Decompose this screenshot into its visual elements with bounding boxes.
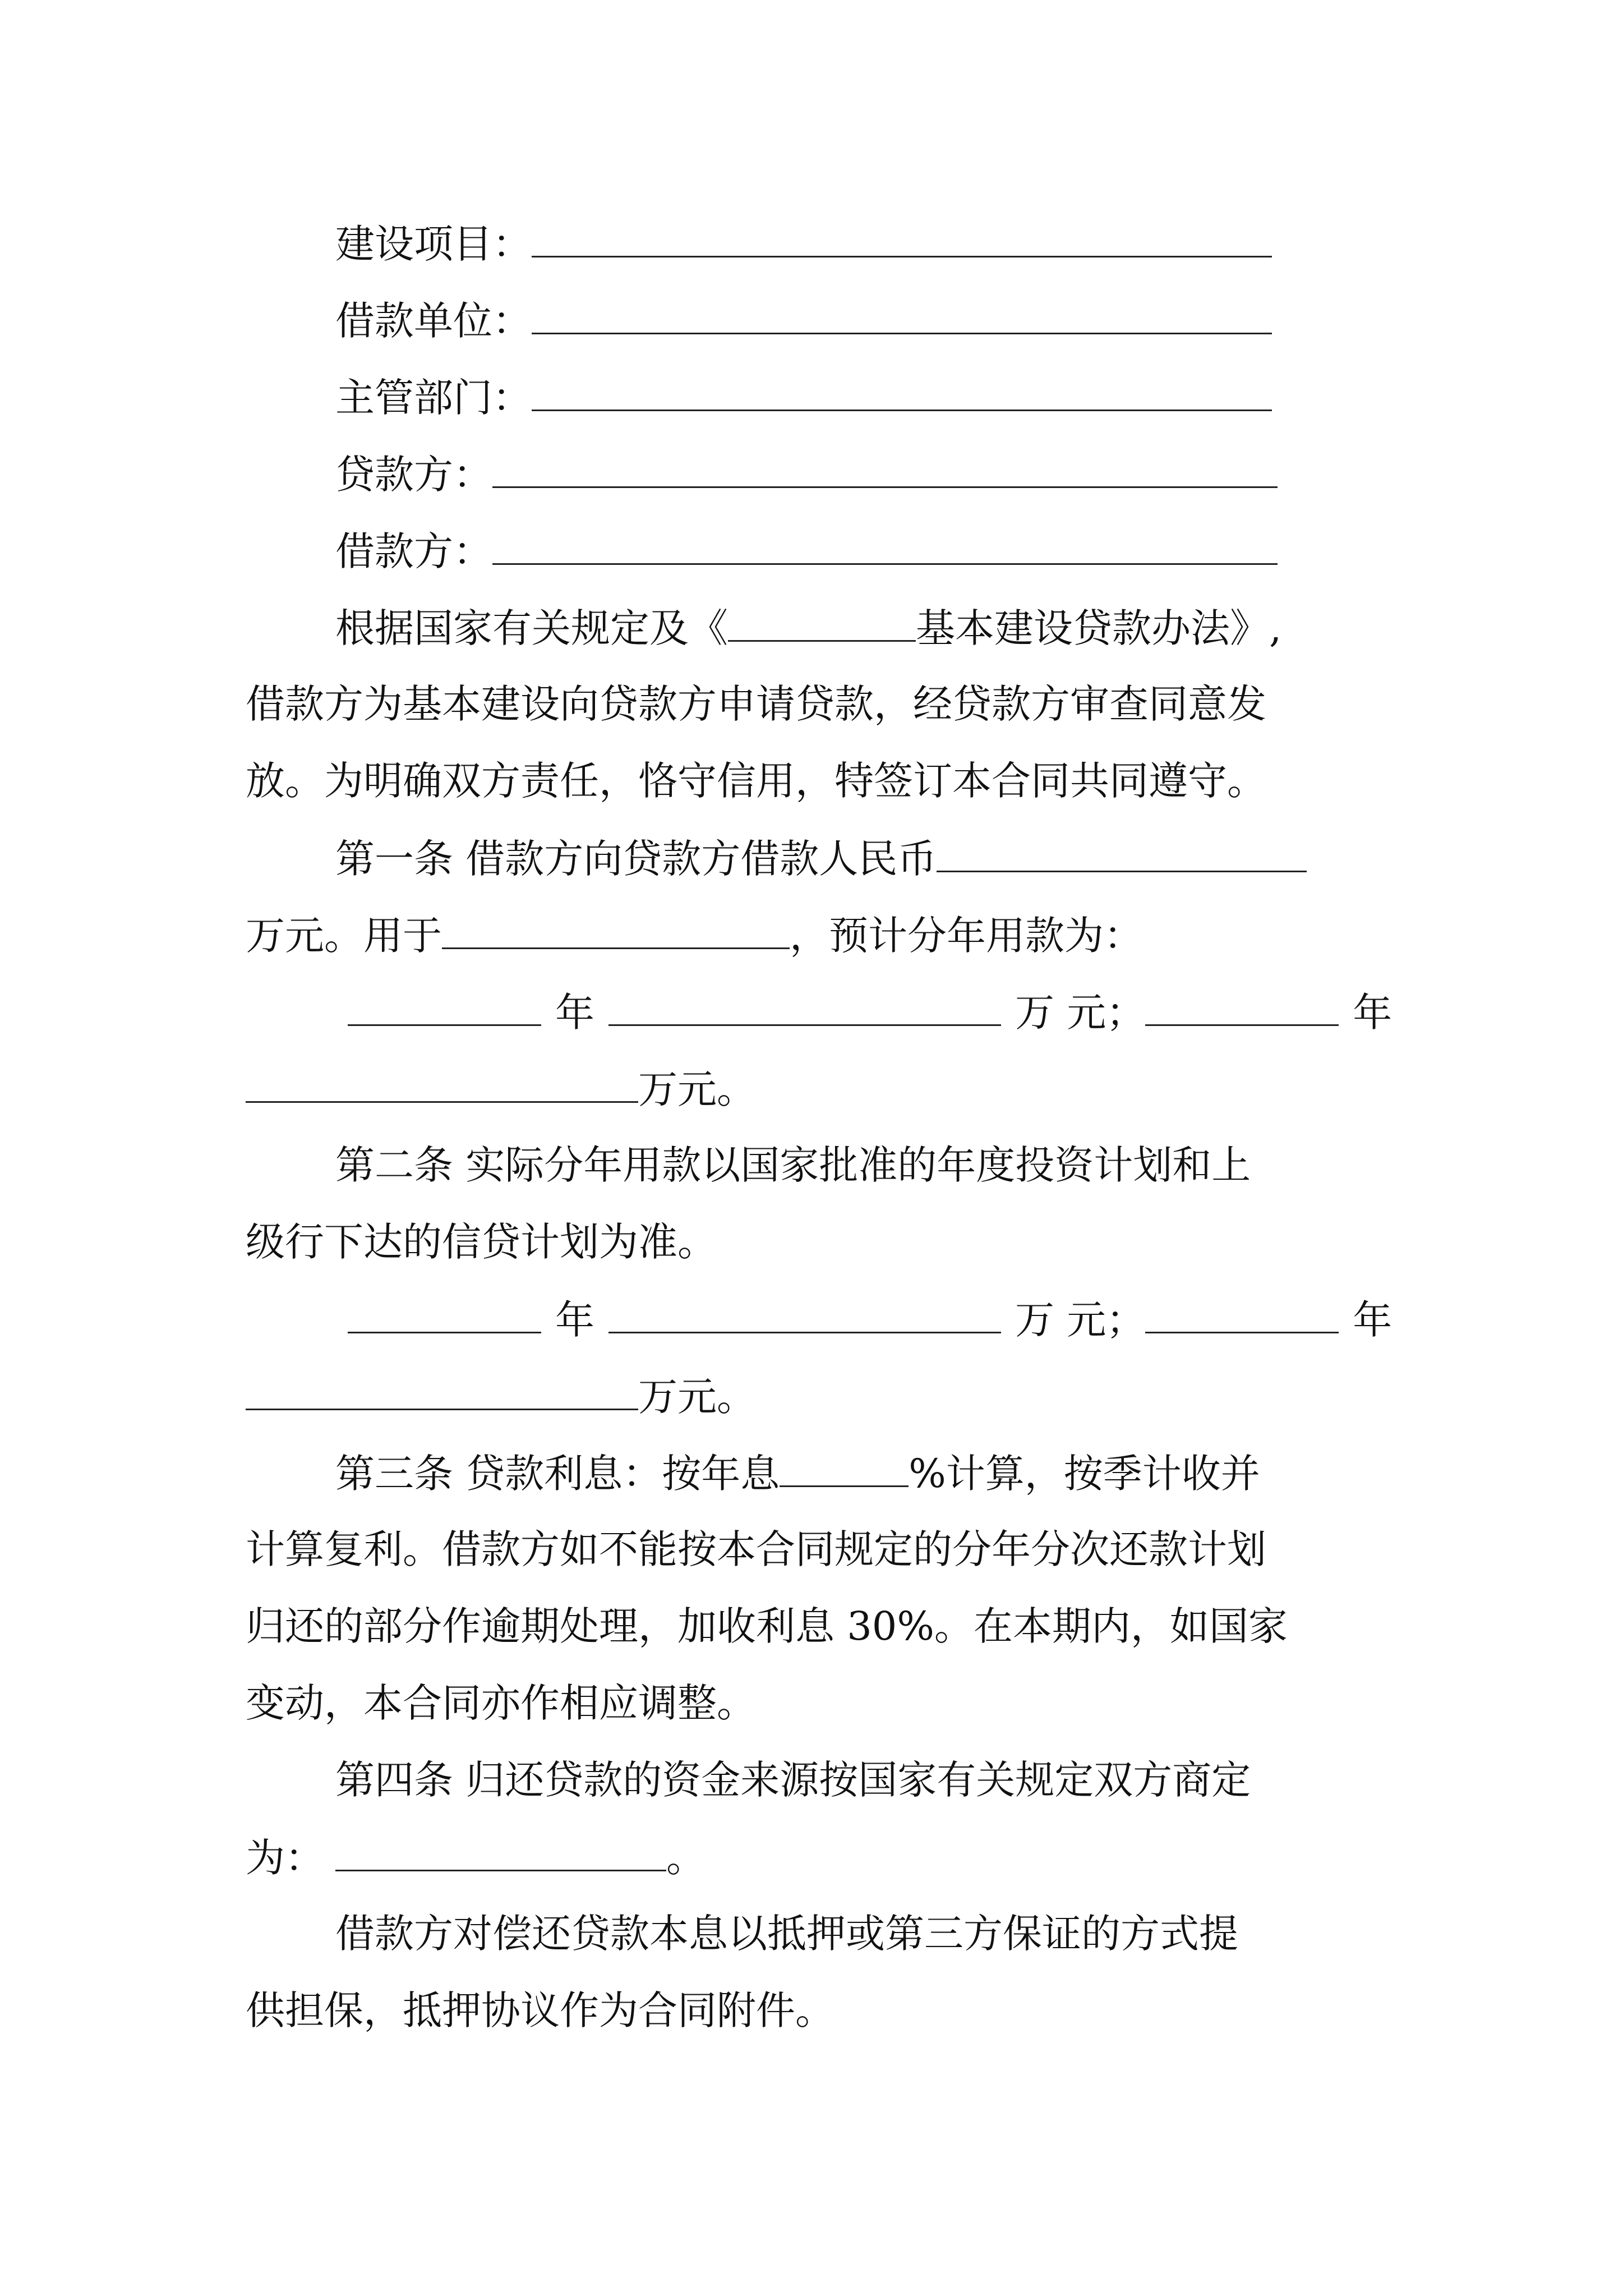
guarantee-line-2 [246,1987,834,2041]
article3-text: 变动，本合同亦作相应调整。 [246,1680,756,1726]
article1-text: 第一条 借款方向贷款方借款人民币 [335,836,937,882]
preamble-text: 根据国家有关规定及《 [335,605,728,651]
field-construction-project [335,223,1272,274]
article3-line-2 [246,1526,1266,1580]
article3-text: 归还的部分作逾期处理，加收利息 30%。在本期内，如国家 [246,1603,1288,1649]
article2-text: 第二条 实际分年用款以国家批准的年度投资计划和上 [335,1142,1251,1188]
year-label: 年 [555,990,594,1036]
field-supervising-dept [335,377,1272,427]
interest-rate-blank[interactable] [780,1453,909,1487]
field-blank[interactable] [492,454,1278,488]
amount-blank[interactable] [608,992,1001,1026]
preamble-line-3 [246,758,1266,812]
year-blank[interactable] [348,992,541,1026]
article3-line-4 [246,1680,756,1734]
preamble-blank[interactable] [728,608,916,642]
field-label: 借款单位： [335,298,532,344]
field-blank[interactable] [492,531,1278,565]
guarantee-text: 借款方对偿还贷款本息以抵押或第三方保证的方式提 [335,1911,1238,1957]
preamble-text: 基本建设贷款办法》, [916,605,1282,651]
year-blank[interactable] [1145,992,1339,1026]
field-blank[interactable] [532,223,1272,257]
article2-line-2 [246,1219,717,1273]
field-label: 主管部门： [335,375,532,421]
field-label: 建设项目： [335,221,532,267]
amount-blank[interactable] [246,1376,638,1410]
wanyuan-label: 万 元； [1015,990,1146,1036]
article4-line-2 [246,1837,706,1888]
article3-text: 计算复利。借款方如不能按本合同规定的分年分次还款计划 [246,1526,1266,1572]
article1-text: 万元。用于 [246,913,442,959]
purpose-blank[interactable] [442,915,790,949]
preamble-line-2 [246,681,1266,735]
article1-schedule-line-1 [348,992,1392,1042]
article4-text: 第四条 归还贷款的资金来源按国家有关规定双方商定 [335,1757,1251,1803]
guarantee-line-1 [335,1911,1238,1964]
preamble-text: 借款方为基本建设向贷款方申请贷款，经贷款方审查同意发 [246,681,1266,727]
wanyuan-label: 万 元； [1015,1297,1146,1343]
field-lender [335,454,1278,504]
article2-schedule-line-1 [348,1299,1392,1350]
year-label: 年 [1353,1297,1393,1343]
funding-source-blank[interactable] [335,1837,666,1871]
article1-schedule-line-2 [246,1066,756,1119]
year-label: 年 [1353,990,1393,1036]
article1-text: ，预计分年用款为： [790,913,1143,959]
preamble-text: 放。为明确双方责任，恪守信用，特签订本合同共同遵守。 [246,758,1266,804]
article3-text: 第三条 贷款利息：按年息 [335,1451,780,1497]
article2-schedule-line-2 [246,1376,756,1427]
field-label: 借款方： [335,528,492,574]
article3-line-1 [335,1453,1260,1503]
amount-blank[interactable] [608,1299,1001,1333]
field-label: 贷款方： [335,452,492,498]
article4-text: 。 [666,1835,706,1881]
year-blank[interactable] [1145,1299,1339,1333]
year-label: 年 [555,1297,594,1343]
article3-line-3 [246,1603,1288,1657]
preamble-line-1 [335,605,1282,658]
field-borrower [335,528,1278,581]
guarantee-text: 供担保，抵押协议作为合同附件。 [246,1987,834,2033]
field-borrower-unit [335,300,1272,351]
amount-blank[interactable] [937,838,1307,872]
article4-text: 为： [246,1835,324,1881]
article2-text: 级行下达的信贷计划为准。 [246,1219,717,1265]
wanyuan-end-label: 万元。 [638,1374,756,1420]
field-blank[interactable] [532,377,1272,411]
article1-line-1 [335,838,1307,889]
field-blank[interactable] [532,300,1272,334]
year-blank[interactable] [348,1299,541,1333]
article3-text: %计算，按季计收并 [909,1451,1260,1497]
article1-line-2 [246,915,1143,965]
amount-blank[interactable] [246,1069,638,1103]
article2-line-1 [335,1142,1251,1196]
wanyuan-end-label: 万元。 [638,1066,756,1112]
article4-line-1 [335,1757,1251,1811]
